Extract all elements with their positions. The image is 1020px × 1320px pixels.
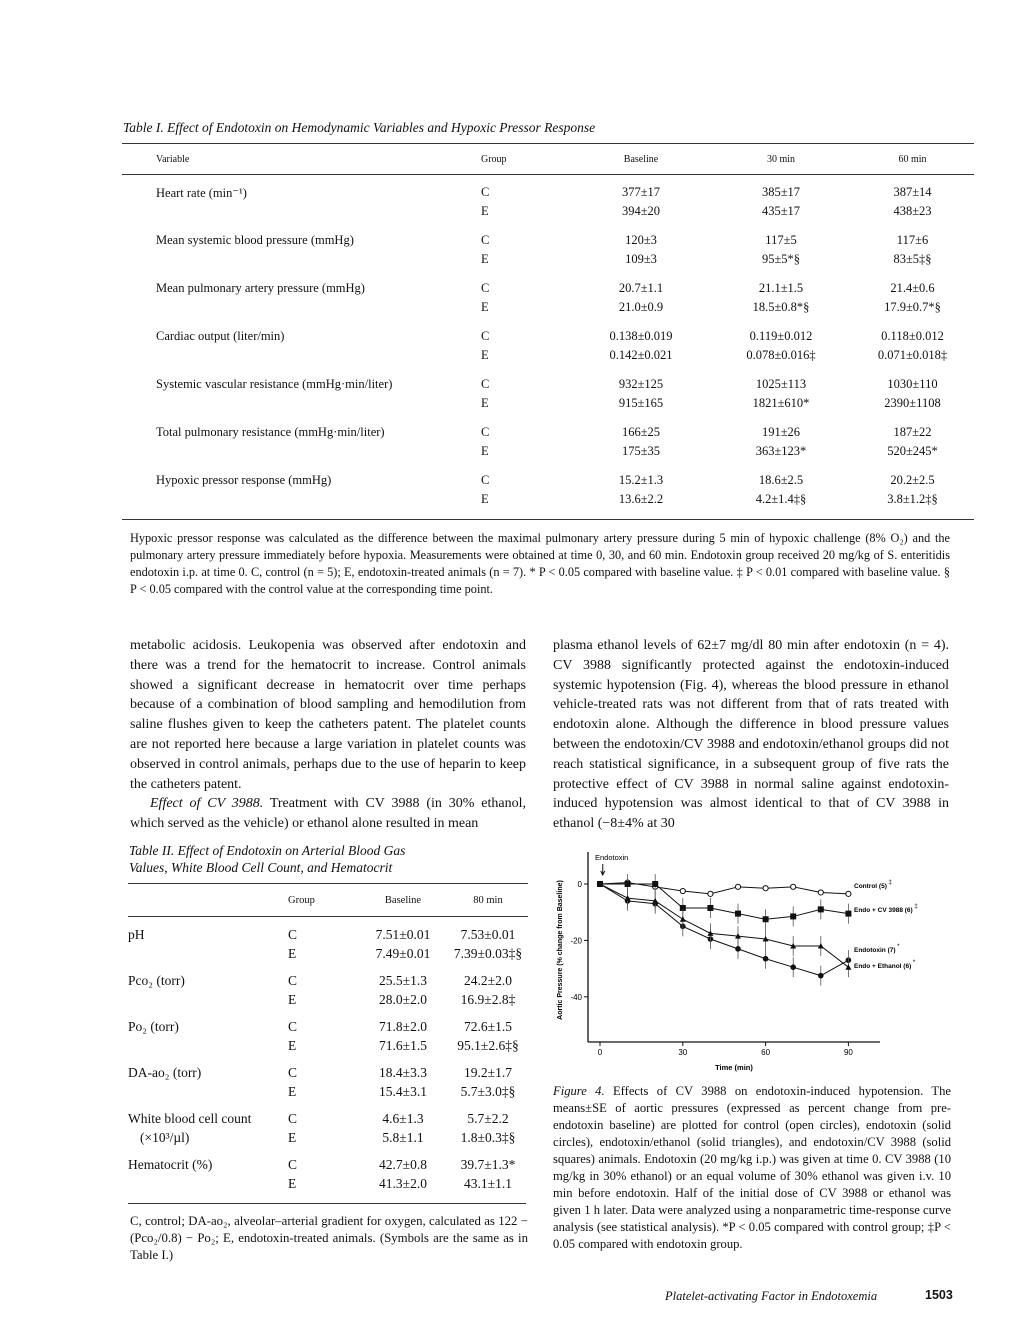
table1-caption: Table I. Effect of Endotoxin on Hemodynamic Variables and Hypoxic Pressor Response [123,120,596,135]
x-tick-label: 90 [843,1048,853,1057]
value-cell: 18.4±3.3 [379,1064,427,1080]
column-header: 80 min [448,884,528,917]
table2-caption [129,842,405,876]
data-point [791,884,796,889]
table-row [122,300,974,319]
group-cell: C [481,377,490,391]
group-cell: C [288,972,298,988]
group-cell: E [481,444,489,458]
value-cell: 28.0±2.0 [379,991,427,1007]
variable-label: DA-ao₂ (torr) [128,1064,202,1080]
table-row [128,1063,528,1082]
empty-cell [122,348,481,367]
table-row [128,971,528,990]
column-header: 60 min [851,144,974,175]
value-cell: 5.7±2.2 [467,1110,509,1126]
table2-note: C, control; DA-ao₂, alveolar–arterial gradient for oxygen, calculated as 122 − (Pco₂/0.8) − Po₂; E, endotoxin-treated animals. (Symbols are the same as in Table I.) [130,1214,528,1262]
value-cell: 95.1±2.6‡§ [457,1037,519,1053]
table1-note: Hypoxic pressor response was calculated as the difference between the maximal pulmonary artery pressure during 5 min of hypoxic challenge (8% O₂) and the pulmonary artery pressure immediately before hypoxia. Measurements were obtained at time 0, 30, and 60 min. Endotoxin group received 20 mg/kg of S. enteritidis endotoxin i.p. at time 0. C, control (n = 5); E, endotoxin-treated animals (n = 7). * P < 0.05 compared with baseline value. ‡ P < 0.01 compared with baseline value. § P < 0.05 compared with the control value at the corresponding time point. [130,531,950,596]
running-title: Platelet-activating Factor in Endotoxemia [665,1289,878,1303]
data-point [818,973,824,979]
value-cell: 18.6±2.5 [758,473,804,487]
variable-label [128,1082,288,1101]
value-cell: 117±6 [896,233,929,247]
table-row [128,1128,528,1147]
group-cell: C [288,926,298,942]
value-cell: 19.2±1.7 [464,1064,512,1080]
variable-label: Mean systemic blood pressure (mmHg) [156,233,354,247]
data-point [708,891,713,896]
value-cell: 43.1±1.1 [464,1175,512,1191]
empty-cell [122,300,481,319]
variable-label: (×10³/µl) [140,1129,190,1145]
group-cell: E [481,348,489,362]
figure4-caption [553,1083,951,1253]
arrow-icon [601,864,605,875]
value-cell: 387±14 [893,185,932,199]
table1 [122,143,974,521]
y-tick-label: -40 [570,992,582,1002]
variable-label: Hypoxic pressor response (mmHg) [156,473,332,487]
table-row [122,185,974,204]
table-row [122,204,974,223]
table-row [128,1155,528,1174]
group-cell: C [288,1064,298,1080]
x-tick-label: 0 [597,1048,603,1057]
value-cell: 4.6±1.3 [382,1110,424,1126]
x-axis-label: Time (min) [715,1063,753,1072]
value-cell: 0.118±0.012 [881,329,944,343]
data-point [790,964,796,970]
data-point [680,888,685,893]
data-point [735,911,741,917]
variable-label: White blood cell count [128,1110,252,1126]
table-row [122,396,974,415]
caption-text: Effects of CV 3988 on endotoxin-induced hypotension. The means±SE of aortic pressures (expressed as percent change from pre-endotoxin baseline) are plotted for control (open circles), endotoxin (solid circles), endotoxin/ethanol (solid triangles), and endotoxin/CV 3988 (solid squares) animals. Endotoxin (20 mg/kg i.p.) was given at time 0. CV 3988 (10 mg/kg in 30% ethanol) or an equal volume of 30% ethanol was given i.v. 10 min before endotoxin. Half of the initial dose of CV 3988 or ethanol was given 1 h later. Data were analyzed using a nonparametric time-response curve analysis (see statistical analysis). *P < 0.05 compared with control group; ‡P < 0.05 compared with endotoxin group. [553,1084,952,1251]
empty-cell [122,252,481,271]
column-header: Baseline [358,884,448,917]
value-cell: 21.1±1.5 [758,281,804,295]
variable-label [128,990,288,1009]
group-cell: C [481,329,490,343]
caption-line: Table II. Effect of Endotoxin on Arterial Blood Gas [129,843,406,858]
legend-label: Endotoxin (7) [854,947,896,954]
table-row [122,425,974,444]
group-cell: E [288,1037,297,1053]
figure-label: Figure 4. [553,1084,605,1098]
paragraph [130,794,526,834]
value-cell: 17.9±0.7*§ [884,300,941,314]
table-row [122,444,974,463]
value-cell: 4.2±1.4‡§ [755,492,807,506]
variable-label [128,944,288,963]
value-cell: 191±26 [761,425,801,439]
variable-label: Systemic vascular resistance (mmHg·min/liter) [156,377,393,391]
value-cell: 83±5‡§ [893,252,932,266]
group-cell: C [288,1156,298,1172]
value-cell: 109±3 [625,252,657,266]
group-cell: E [481,396,489,410]
value-cell: 377±17 [621,185,661,199]
group-cell: E [288,991,297,1007]
value-cell: 0.119±0.012 [749,329,813,343]
value-cell: 3.8±1.2‡§ [887,492,938,506]
paragraph: metabolic acidosis. Leukopenia was observed after endotoxin and there was a trend for the hematocrit to increase. Control animals showed a significant decrease in hematocrit over time perhaps because of a combination of blood sampling and hemodilution from saline flushes given to keep the catheters patent. The platelet counts are not reported here because a large variation in platelet counts was observed in control animals, perhaps due to the use of heparin to keep the catheters patent. [130,638,526,792]
value-cell: 25.5±1.3 [379,972,427,988]
value-cell: 24.2±2.0 [464,972,512,988]
data-point [680,916,686,922]
value-cell: 0.138±0.019 [609,329,673,343]
variable-label [128,1036,288,1055]
value-cell: 915±165 [618,396,664,410]
group-cell: E [481,300,489,314]
value-cell: 20.7±1.1 [618,281,664,295]
variable-label [128,1174,288,1193]
data-point [652,881,658,887]
group-cell: C [288,1110,298,1126]
data-point [763,916,769,922]
legend-label: Endo + CV 3988 (6) [854,907,913,914]
value-cell: 394±20 [621,204,661,218]
group-cell: E [481,492,489,506]
value-cell: 72.6±1.5 [464,1018,512,1034]
group-cell: E [288,1129,297,1145]
table-row [122,252,974,271]
value-cell: 435±17 [761,204,801,218]
variable-label: Pco₂ (torr) [128,972,185,988]
variable-label: Total pulmonary resistance (mmHg·min/liter) [156,425,385,439]
value-cell: 0.078±0.016‡ [746,348,816,362]
empty-cell [122,444,481,463]
table2-bottom-rule [128,1203,526,1204]
data-point [735,946,741,952]
data-point [763,956,769,962]
table-row [122,492,974,511]
table-row [128,990,528,1009]
variable-label: pH [128,926,145,942]
variable-label: Hematocrit (%) [128,1156,213,1172]
group-cell: C [481,473,490,487]
paragraph: plasma ethanol levels of 62±7 mg/dl 80 min after endotoxin (n = 4). CV 3988 significantly protected against the endotoxin-induced systemic hypotension (Fig. 4), whereas the blood pressure in ethanol vehicle-treated rats was not different from that of rats treated with endotoxin alone. Although the difference in blood pressure values between the endotoxin/CV 3988 and endotoxin/ethanol groups did not reach statistical significance, in a subsequent group of five rats the protective effect of CV 3988 in normal saline against endotoxin-induced hypotension was almost identical to that of CV 3988 in ethanol (−8±4% at 30 [553,638,949,832]
table-row [122,281,974,300]
body-left-column [130,636,526,834]
value-cell: 1030±110 [887,377,938,391]
value-cell: 520±245* [887,444,938,458]
caption-line: Values, White Blood Cell Count, and Hematocrit [129,860,393,875]
data-point [845,911,851,917]
value-cell: 41.3±2.0 [379,1175,427,1191]
annotation-endotoxin: Endotoxin [595,853,629,862]
data-point [625,881,631,887]
significance-mark: ‡ [888,879,892,886]
variable-label: Po₂ (torr) [128,1018,179,1034]
value-cell: 5.8±1.1 [382,1129,424,1145]
figure4-chart [540,840,960,1080]
column-header: 30 min [711,144,851,175]
table-row [128,1082,528,1101]
series-line [600,884,848,967]
value-cell: 5.7±3.0‡§ [460,1083,516,1099]
data-point [818,906,824,912]
table-row [128,944,528,963]
column-header: Group [288,884,358,917]
value-cell: 15.2±1.3 [618,473,664,487]
table-row [128,1017,528,1036]
table-row [122,377,974,396]
value-cell: 438±23 [893,204,932,218]
table-row [122,348,974,367]
column-header: Group [481,144,571,175]
value-cell: 1821±610* [752,396,810,410]
value-cell: 13.6±2.2 [618,492,664,506]
value-cell: 15.4±3.1 [379,1083,427,1099]
variable-label: Heart rate (min⁻¹) [156,186,247,200]
x-tick-label: 30 [678,1048,688,1057]
table-row [128,1174,528,1193]
table1-bottom-rule [122,519,974,520]
value-cell: 18.5±0.8*§ [752,300,810,314]
value-cell: 1025±113 [755,377,807,391]
value-cell: 117±5 [765,233,797,247]
value-cell: 71.8±2.0 [379,1018,427,1034]
group-cell: C [481,185,490,199]
data-point [790,913,796,919]
data-point [735,884,740,889]
table1-header-row [122,144,974,175]
table-row [122,233,974,252]
group-cell: E [288,1175,297,1191]
y-tick-label: -20 [570,936,582,946]
value-cell: 187±22 [893,425,932,439]
group-cell: E [288,1083,297,1099]
data-point [707,905,713,911]
value-cell: 2390±1108 [884,396,941,410]
value-cell: 120±3 [625,233,657,247]
value-cell: 20.2±2.5 [890,473,935,487]
value-cell: 71.6±1.5 [379,1037,427,1053]
legend-label: Control (5) [854,883,887,890]
value-cell: 39.7±1.3* [460,1156,516,1172]
value-cell: 7.39±0.03‡§ [453,945,523,961]
value-cell: 0.142±0.021 [609,348,673,362]
data-point [846,891,851,896]
empty-cell [122,492,481,511]
variable-label: Cardiac output (liter/min) [156,329,285,343]
legend-label: Endo + Ethanol (6) [854,963,912,970]
significance-mark: ‡ [914,903,918,910]
empty-cell [122,204,481,223]
value-cell: 0.071±0.018‡ [877,348,948,362]
value-cell: 21.0±0.9 [618,300,664,314]
table2-header-row [128,884,528,917]
series-line [600,884,848,976]
group-cell: C [481,425,490,439]
value-cell: 166±25 [621,425,661,439]
value-cell: 385±17 [761,185,801,199]
value-cell: 7.49±0.01 [375,945,431,961]
y-axis-label: Aortic Pressure (% change from Baseline) [557,880,564,1020]
value-cell: 363±123* [755,444,807,458]
value-cell: 42.7±0.8 [379,1156,427,1172]
group-cell: C [481,281,490,295]
x-tick-label: 60 [761,1048,771,1057]
value-cell: 7.51±0.01 [375,926,431,942]
group-cell: C [481,233,490,247]
variable-label: Mean pulmonary artery pressure (mmHg) [156,281,365,295]
body-right-column [553,636,949,834]
empty-cell [122,396,481,415]
value-cell: 95±5*§ [761,252,801,266]
significance-mark: * [912,959,916,966]
value-cell: 16.9±2.8‡ [460,991,516,1007]
value-cell: 932±125 [618,377,664,391]
paragraph-text: Treatment with CV 3988 (in 30% ethanol, which served as the vehicle) or ethanol alone resulted in mean [130,796,526,832]
y-tick-label: 0 [577,880,582,889]
table-row [128,1036,528,1055]
group-cell: E [481,204,489,218]
data-point [763,886,768,891]
column-header: Baseline [571,144,711,175]
group-cell: C [288,1018,298,1034]
value-cell: 7.53±0.01 [460,926,516,942]
table-row [128,1109,528,1128]
significance-mark: * [897,943,900,950]
value-cell: 1.8±0.3‡§ [460,1129,516,1145]
section-lead: Effect of CV 3988. [150,796,264,812]
table-row [128,925,528,944]
column-header [128,884,288,917]
value-cell: 21.4±0.6 [890,281,935,295]
table-row [122,329,974,348]
column-header: Variable [122,144,481,175]
page-number: 1503 [925,1288,953,1302]
group-cell: E [288,945,297,961]
table2 [128,883,528,1201]
group-cell: E [481,252,489,266]
data-point [818,890,823,895]
table-row [122,473,974,492]
value-cell: 175±35 [621,444,661,458]
